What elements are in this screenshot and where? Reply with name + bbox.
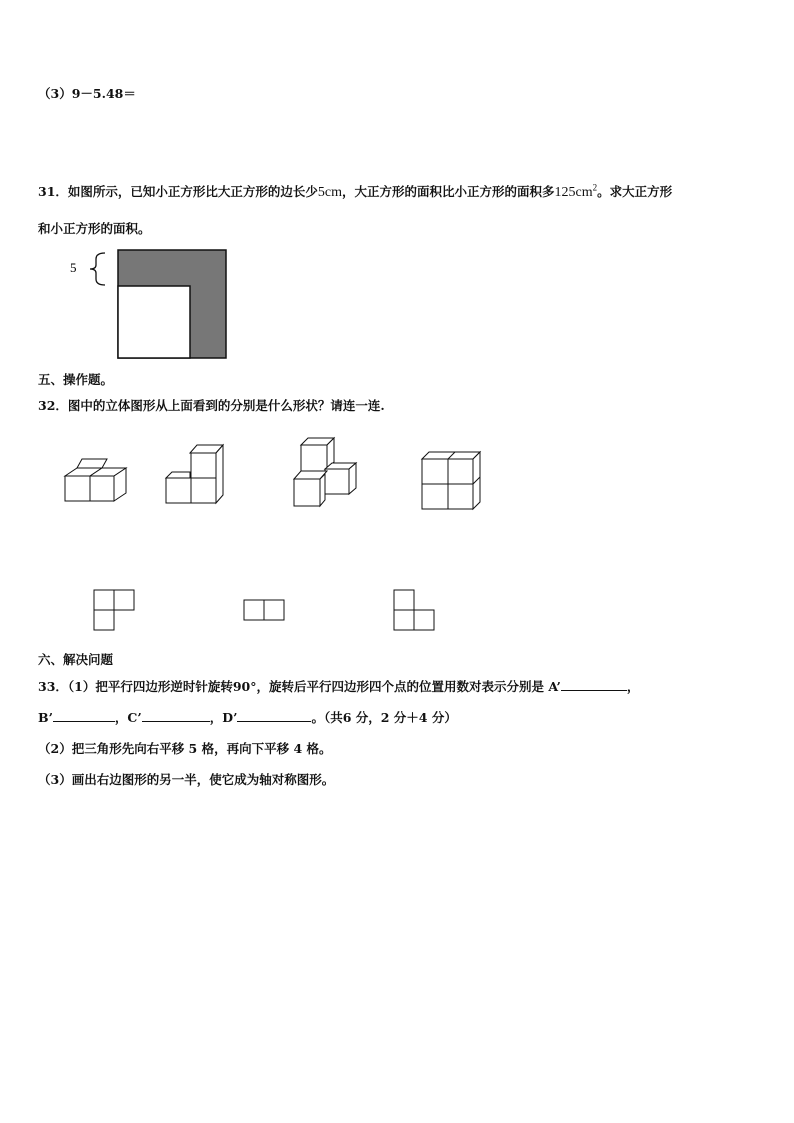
answer-blank-b[interactable] <box>53 710 115 722</box>
section5-title: 五、操作题。 <box>38 372 114 387</box>
q31-text-c: 。求大正方形 <box>597 184 673 199</box>
q31-number: 31． <box>38 184 68 199</box>
q33-part1-line1 <box>38 677 639 695</box>
solid-figure-2 <box>160 440 235 508</box>
top-view-3 <box>393 589 437 633</box>
small-square <box>118 286 190 358</box>
q31-side-value: 5cm <box>317 185 343 200</box>
label-c: ，C’ <box>114 710 142 725</box>
q32-text: 32．图中的立体图形从上面看到的分别是什么形状？请连一连. <box>38 398 385 413</box>
solid-figure-3 <box>290 436 370 510</box>
solid-figure-1 <box>60 455 130 505</box>
q30-part3: （3）9－5.48＝ <box>38 86 136 101</box>
q31-area-value: $125cm^2$ <box>554 182 598 200</box>
label-d: ，D’ <box>209 710 238 725</box>
section6-title: 六、解决问题 <box>38 652 114 667</box>
answer-blank-c[interactable] <box>142 710 210 722</box>
label-b: B’ <box>38 710 53 725</box>
q33-part2: （2）把三角形先向右平移 5 格，再向下平移 4 格。 <box>38 741 332 756</box>
q31-text-b: ，大正方形的面积比小正方形的面积多 <box>342 184 555 199</box>
q33-part1-line2 <box>38 708 457 726</box>
q31-figure-label: 5 <box>70 260 77 275</box>
q33-score: 。（共6 分，2 分＋4 分） <box>311 710 457 725</box>
q31-squares-figure <box>60 245 230 360</box>
solid-figure-4 <box>418 447 488 515</box>
q33-part3: （3）画出右边图形的另一半，使它成为轴对称图形。 <box>38 772 335 787</box>
q33-comma: ， <box>626 679 640 694</box>
q33-part1-text: 33．（1）把平行四边形逆时针旋转90°，旋转后平行四边形四个点的位置用数对表示分别是 A’ <box>38 679 561 694</box>
top-view-1 <box>93 589 137 633</box>
answer-blank-a[interactable] <box>561 679 627 691</box>
brace-icon <box>90 253 105 285</box>
answer-blank-d[interactable] <box>237 710 311 722</box>
top-view-2 <box>243 599 287 623</box>
q31-line2: 和小正方形的面积。 <box>38 221 151 236</box>
q31-text-a: 如图所示，已知小正方形比大正方形的边长少 <box>67 184 318 199</box>
q31-line1 <box>38 182 672 201</box>
